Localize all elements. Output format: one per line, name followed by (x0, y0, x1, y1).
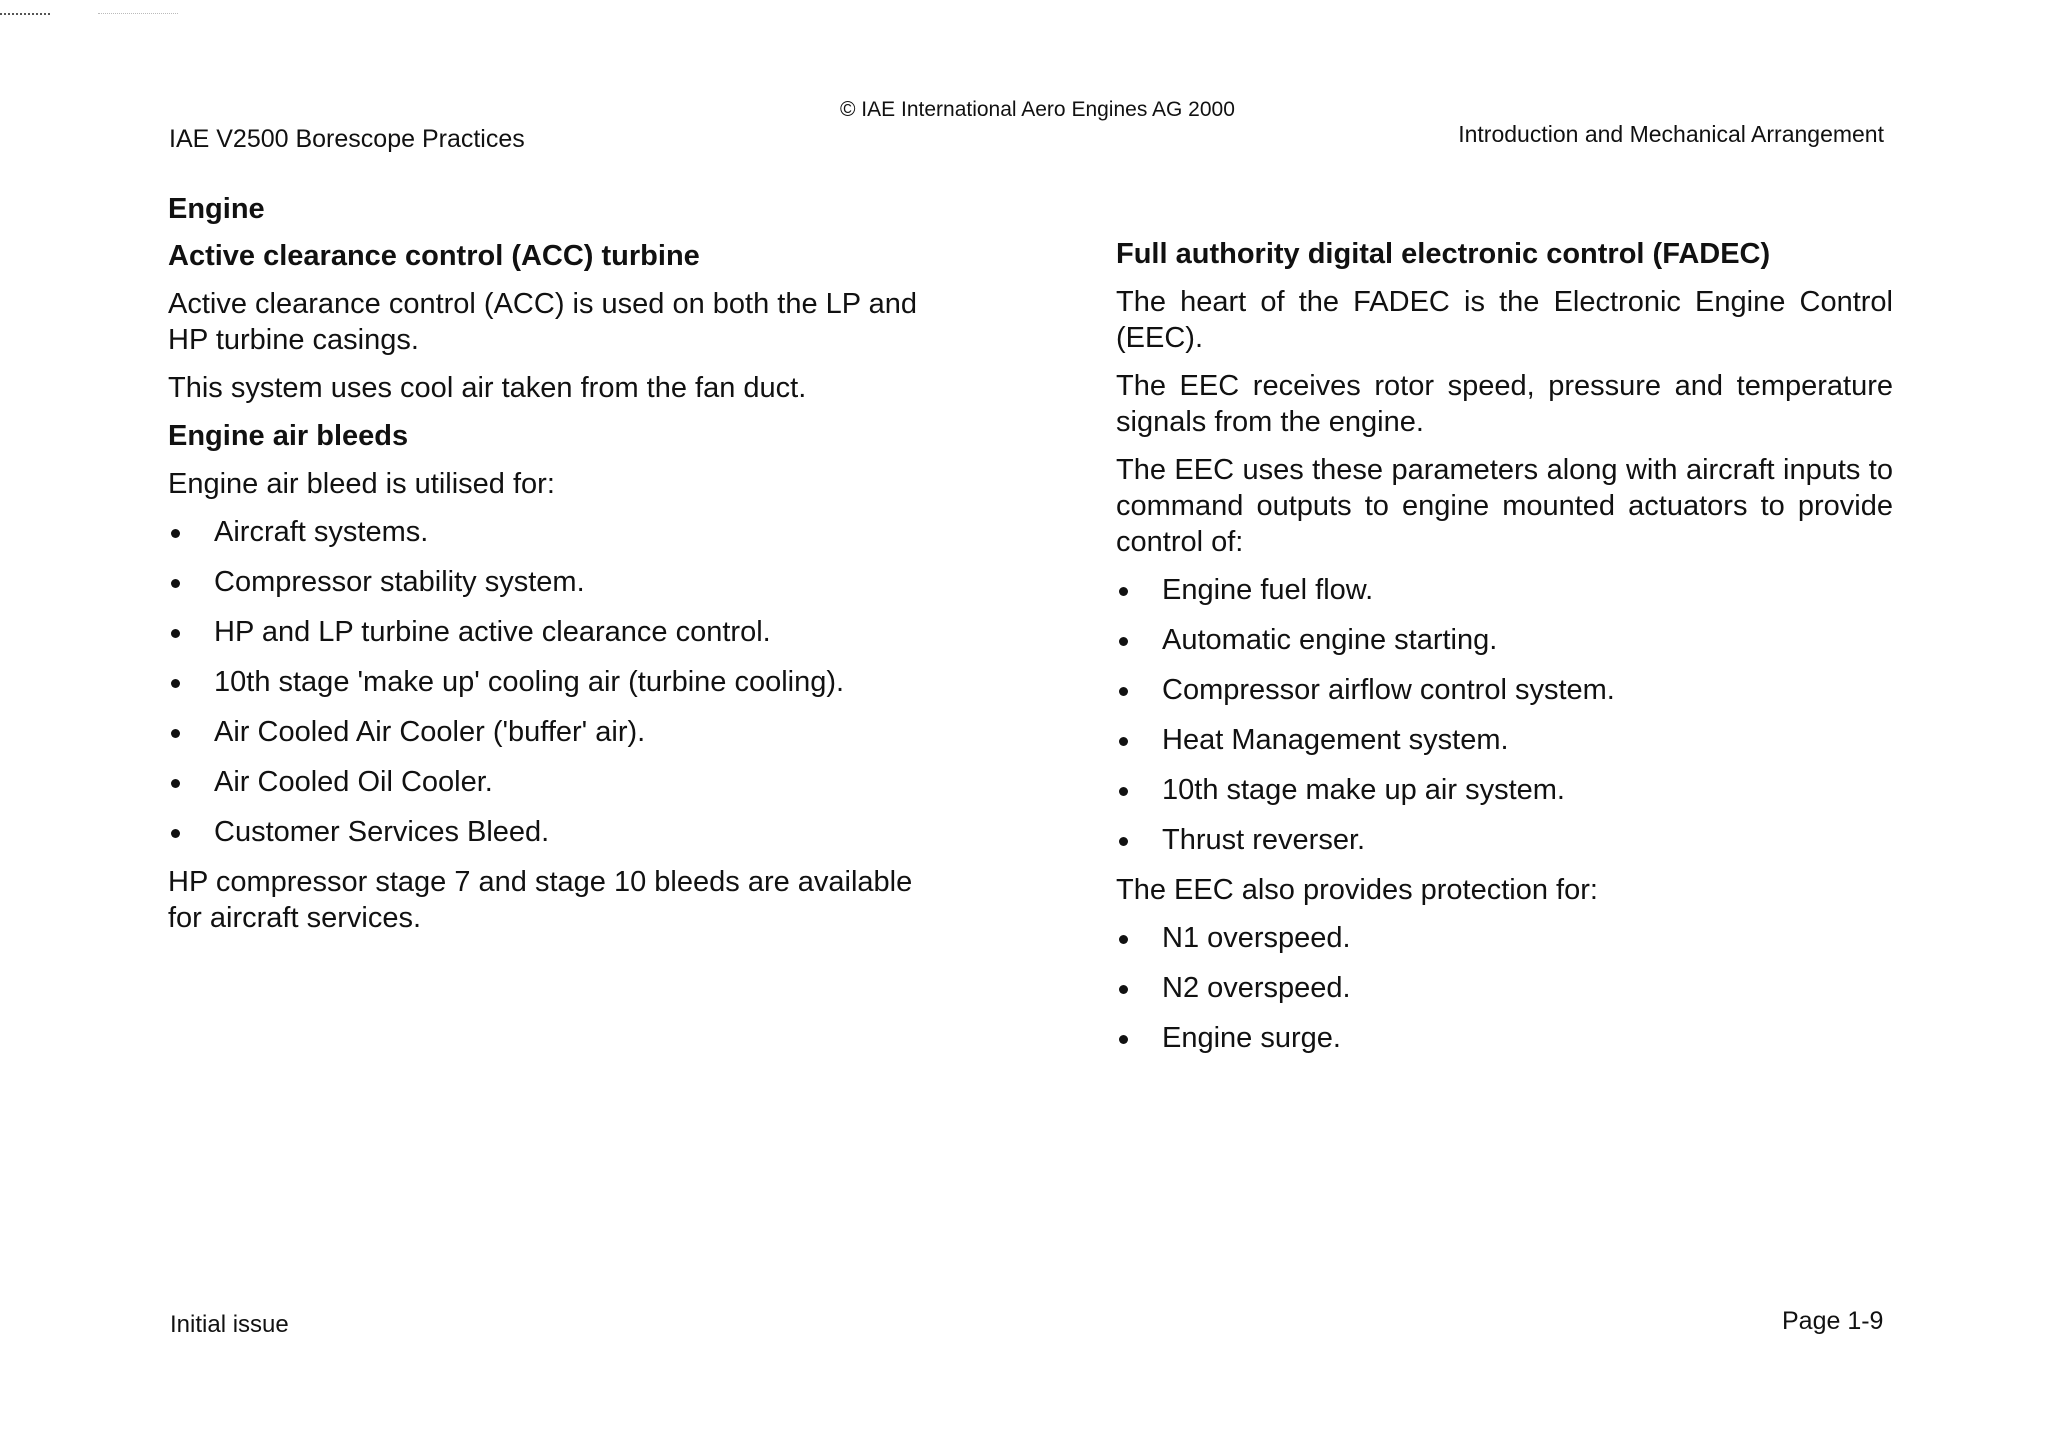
bleeds-intro: Engine air bleed is utilised for: (168, 468, 555, 500)
list-item-text: Aircraft systems. (214, 516, 429, 548)
bullet-icon (1119, 1035, 1128, 1044)
bullet-icon (171, 829, 180, 838)
list-item-text: 10th stage make up air system. (1162, 774, 1565, 806)
fadec-paragraph-3: The EEC uses these parameters along with aircraft inputs to command outputs to engine mounted actuators to provide control of: (1116, 454, 1893, 558)
bullet-icon (1119, 737, 1128, 746)
list-item (168, 764, 938, 800)
protection-intro: The EEC also provides protection for: (1116, 874, 1598, 906)
bullet-icon (1119, 637, 1128, 646)
bullet-icon (171, 679, 180, 688)
bullet-icon (171, 779, 180, 788)
list-item (168, 664, 938, 700)
header-chapter-title: Introduction and Mechanical Arrangement (1458, 121, 1884, 147)
list-item (1116, 722, 1893, 758)
acc-paragraph-2: This system uses cool air taken from the fan duct. (168, 372, 807, 404)
fadec-heading: Full authority digital electronic control (FADEC) (1116, 238, 1771, 270)
right-column (1116, 236, 1893, 1070)
list-item-text: N2 overspeed. (1162, 972, 1351, 1004)
list-item (1116, 572, 1893, 608)
bullet-icon (1119, 587, 1128, 596)
list-item (168, 564, 938, 600)
bleeds-heading: Engine air bleeds (168, 420, 409, 452)
control-list (1116, 572, 1893, 858)
header-document-title: IAE V2500 Borescope Practices (169, 125, 525, 153)
list-item-text: Automatic engine starting. (1162, 624, 1498, 656)
list-item (168, 714, 938, 750)
bullet-icon (1119, 935, 1128, 944)
bullet-icon (1119, 837, 1128, 846)
list-item (168, 514, 938, 550)
list-item-text: Thrust reverser. (1162, 824, 1366, 856)
section-title: Engine (168, 193, 265, 225)
list-item-text: Heat Management system. (1162, 724, 1509, 756)
list-item-text: Air Cooled Air Cooler ('buffer' air). (214, 716, 646, 748)
fadec-paragraph-2: The EEC receives rotor speed, pressure and temperature signals from the engine. (1116, 370, 1893, 438)
header-copyright: © IAE International Aero Engines AG 2000 (840, 98, 1235, 121)
list-item-text: Air Cooled Oil Cooler. (214, 766, 493, 798)
protection-list (1116, 920, 1893, 1056)
bullet-icon (171, 629, 180, 638)
bullet-icon (1119, 787, 1128, 796)
list-item (1116, 920, 1893, 956)
acc-heading: Active clearance control (ACC) turbine (168, 240, 700, 272)
acc-paragraph-1: Active clearance control (ACC) is used on both the LP and HP turbine casings. (168, 288, 918, 356)
list-item (1116, 622, 1893, 658)
list-item (1116, 672, 1893, 708)
list-item-text: Customer Services Bleed. (214, 816, 550, 848)
list-item-text: Engine surge. (1162, 1022, 1341, 1054)
list-item-text: N1 overspeed. (1162, 922, 1351, 954)
bullet-icon (1119, 985, 1128, 994)
list-item-text: HP and LP turbine active clearance control. (214, 616, 771, 648)
left-column (168, 190, 938, 948)
fadec-paragraph-1: The heart of the FADEC is the Electronic Engine Control (EEC). (1116, 286, 1893, 354)
footer-page-number: Page 1-9 (1782, 1307, 1884, 1335)
bullet-icon (171, 579, 180, 588)
list-item-text: 10th stage 'make up' cooling air (turbine cooling). (214, 666, 845, 698)
bullet-icon (1119, 687, 1128, 696)
scan-artifact (0, 13, 50, 15)
list-item-text: Compressor stability system. (214, 566, 585, 598)
list-item (1116, 970, 1893, 1006)
scan-artifact (98, 13, 178, 14)
bullet-icon (171, 729, 180, 738)
list-item (1116, 1020, 1893, 1056)
list-item-text: Engine fuel flow. (1162, 574, 1374, 606)
bullet-icon (171, 529, 180, 538)
list-item (168, 614, 938, 650)
footer-issue: Initial issue (170, 1311, 289, 1338)
list-item-text: Compressor airflow control system. (1162, 674, 1615, 706)
list-item (168, 814, 938, 850)
bleeds-closing: HP compressor stage 7 and stage 10 bleeds are available for aircraft services. (168, 866, 913, 934)
bleeds-list (168, 514, 938, 850)
list-item (1116, 822, 1893, 858)
list-item (1116, 772, 1893, 808)
